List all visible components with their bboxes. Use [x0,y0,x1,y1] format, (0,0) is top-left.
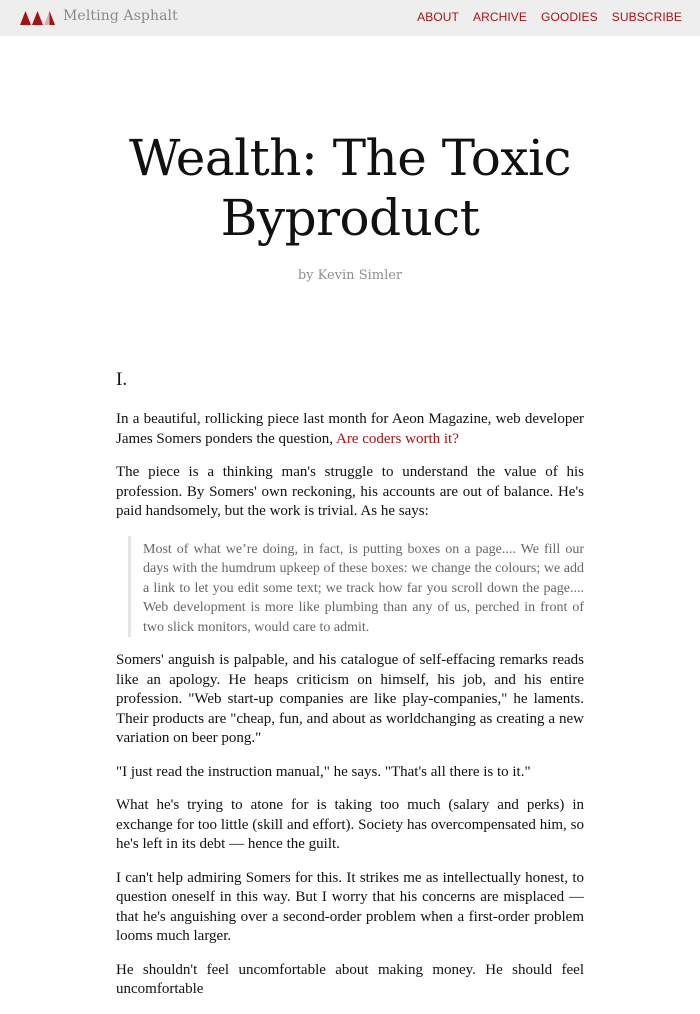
nav-goodies[interactable]: GOODIES [541,10,598,24]
top-bar [0,0,700,36]
paragraph: He shouldn't feel uncomfortable about making money. He should feel uncomfortable [116,961,584,997]
main-nav [417,10,682,24]
post-body [116,368,584,1014]
nav-subscribe[interactable]: SUBSCRIBE [611,10,682,24]
paragraph-text: In a beautiful, rollicking piece last month for Aeon Magazine, web developer James Somers ponders the question, [116,411,584,447]
block-quote: Most of what we’re doing, in fact, is putting boxes on a page.... We fill our days with the humdrum upkeep of these boxes: we change the colours; we add a link to let you edit some text; we track how far you scroll down the page.... Web development is more like plumbing than any of us, perched in front of two slick monitors, would care to admit. [128,536,584,638]
three-triangles-icon [20,9,56,25]
post-title: Wealth: The Toxic Byproduct [128,129,572,247]
paragraph: I can't help admiring Somers for this. It strikes me as intellectually honest, to question oneself in this way. But I worry that his concerns are misplaced — that he's anguishing over a second-order problem when a first-order problem looms much larger. [116,869,584,944]
paragraph: What he's trying to atone for is taking too much (salary and perks) in exchange for too little (skill and effort). Society has overcompensated him, so he's left in its debt — hence the guilt. [116,797,584,852]
site-name-link[interactable]: Melting Asphalt [63,8,178,24]
paragraph: "I just read the instruction manual," he says. "That's all there is to it." [116,763,531,780]
nav-archive[interactable]: ARCHIVE [472,10,528,24]
site-logo[interactable] [20,9,56,25]
paragraph [116,410,584,449]
section-heading: I. [116,369,128,390]
aeon-article-link[interactable]: Are coders worth it? [335,430,459,447]
paragraph: Somers' anguish is palpable, and his catalogue of self-effacing remarks reads like an apology. He heaps criticism on himself, his job, and his entire profession. "Web start-up companies are like play-companies," he laments. Their products are "cheap, fun, and about as worldchanging as creating a new variation on beer pong." [116,652,584,746]
post-byline: by Kevin Simler [297,268,403,283]
paragraph: The piece is a thinking man's struggle to understand the value of his profession. By Somers' own reckoning, his accounts are out of balance. He's paid handsomely, but the work is trivial. As he says: [116,464,584,519]
nav-about[interactable]: ABOUT [417,10,459,24]
